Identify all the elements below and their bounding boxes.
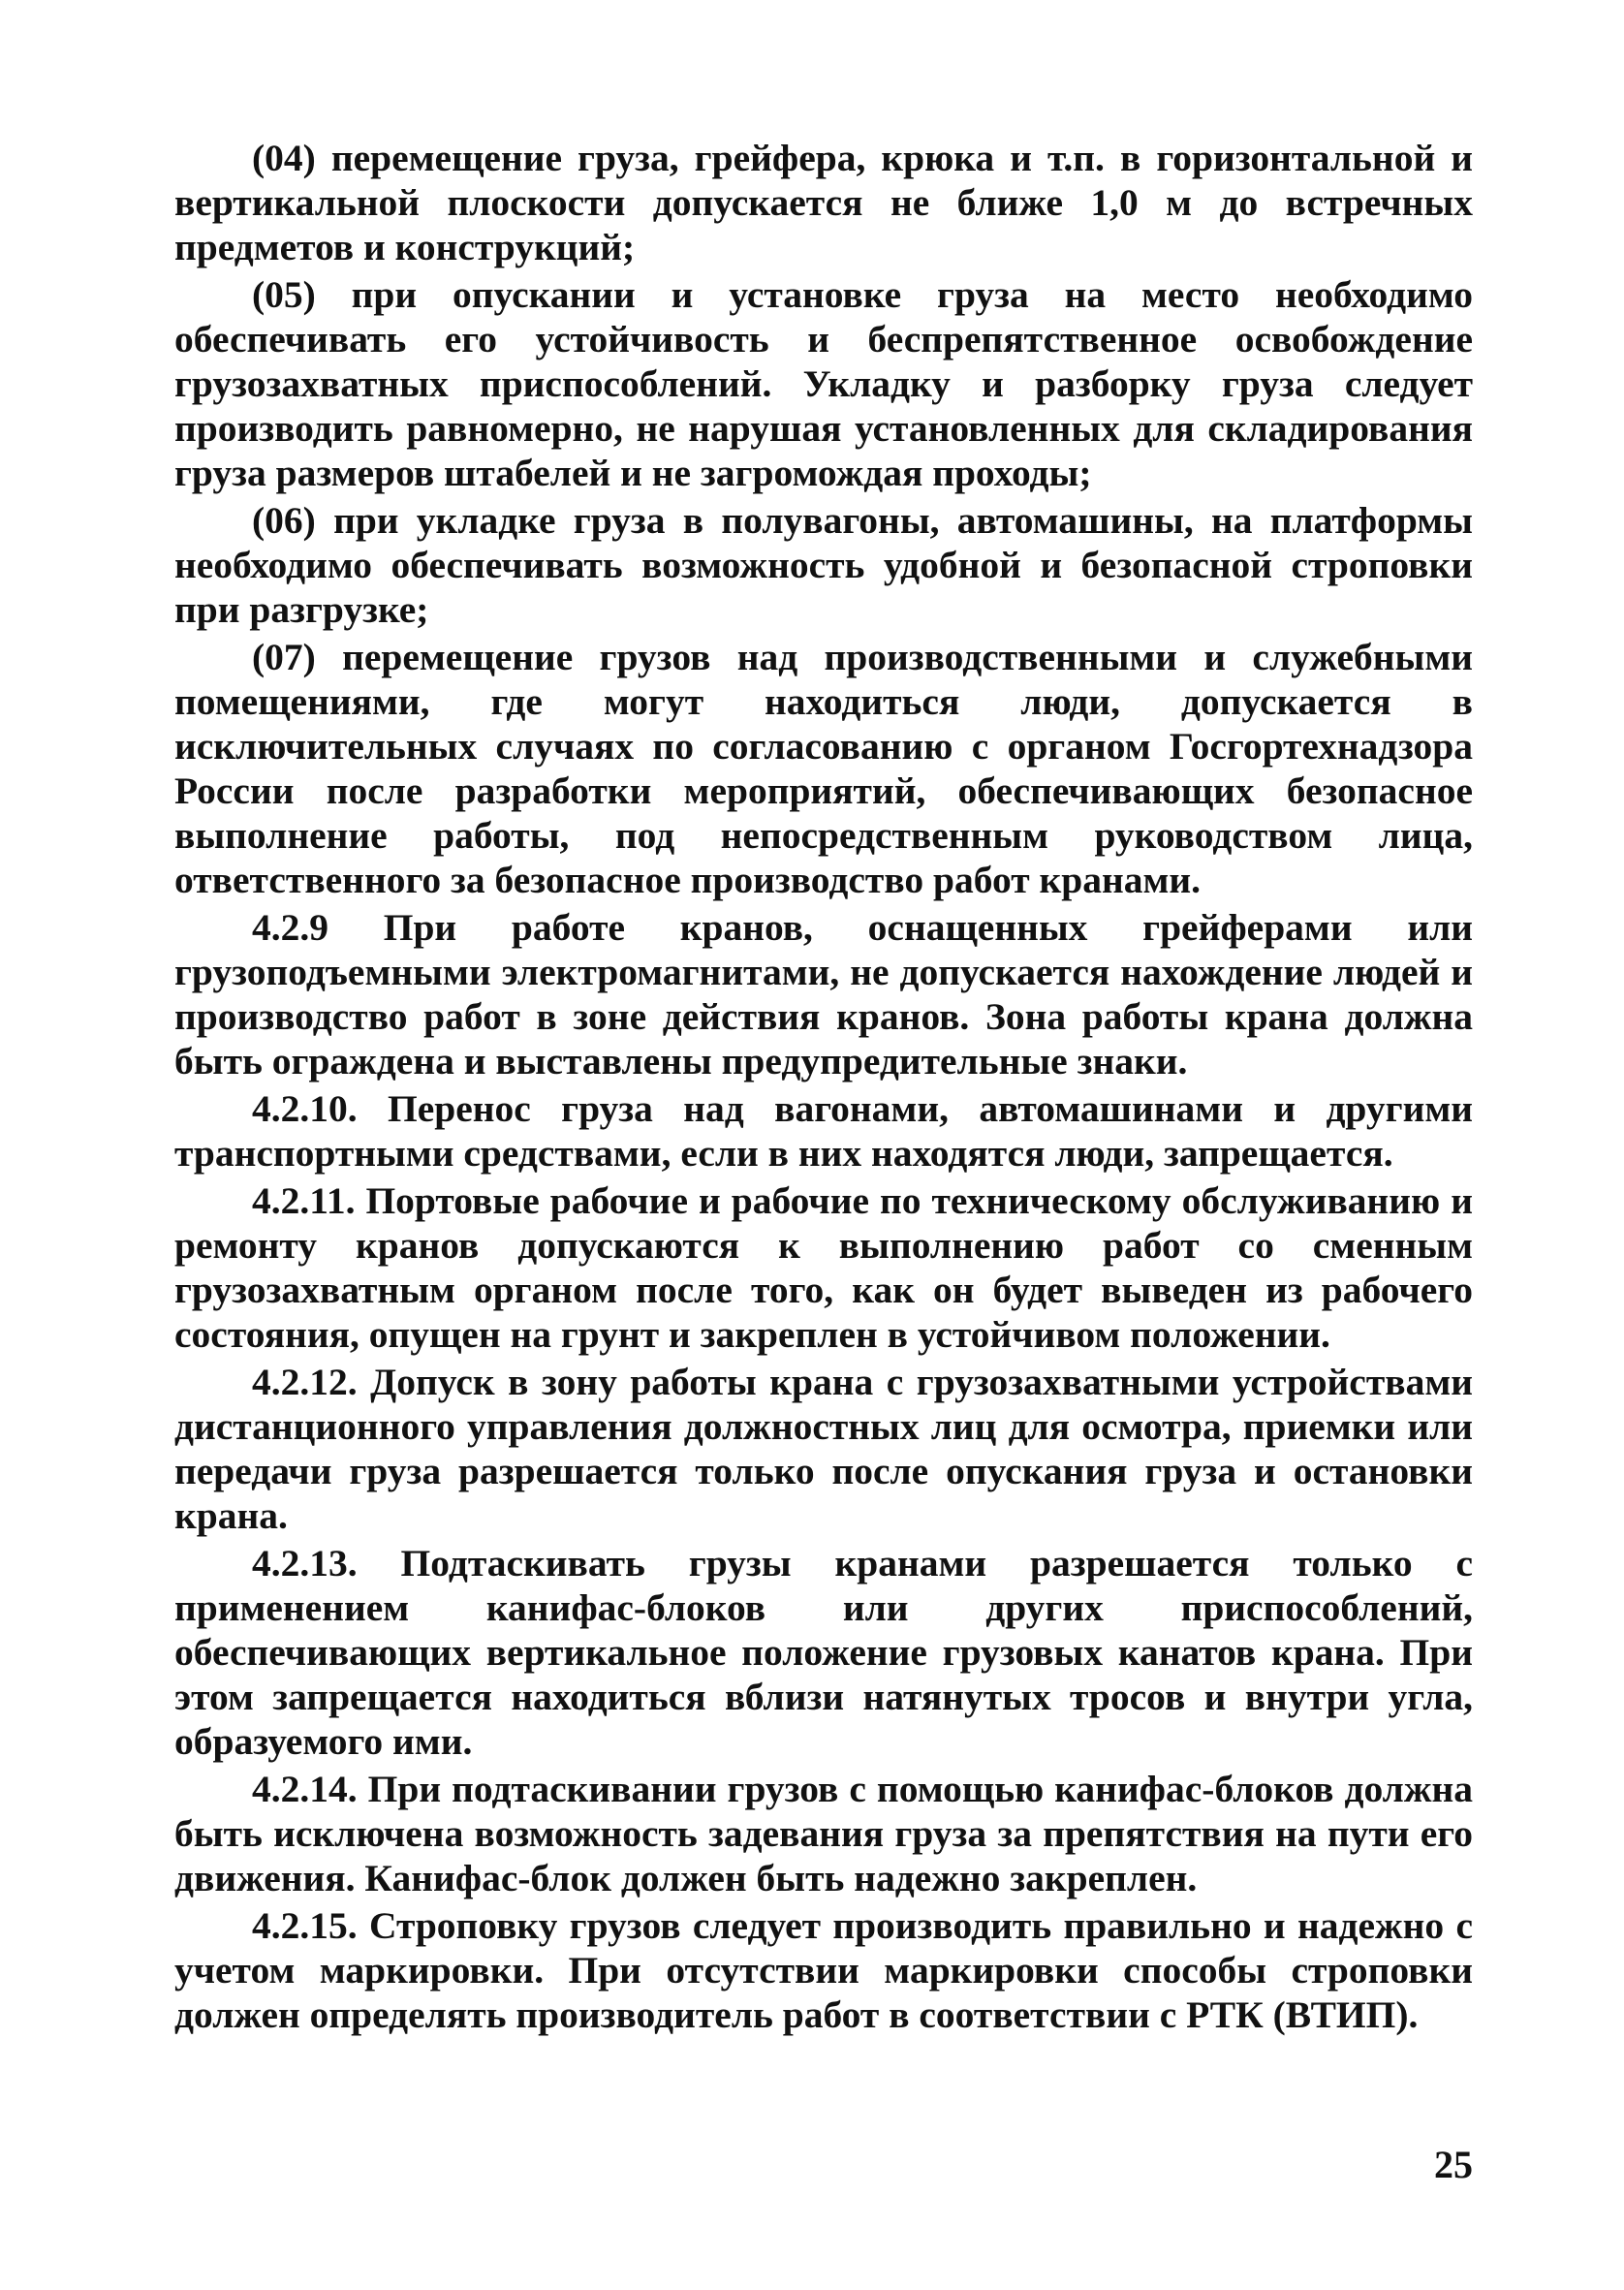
section-4-2-12: 4.2.12. Допуск в зону работы крана с грузозахватными устройствами дистанционного управления должностных лиц для осмотра, приемки или передачи груза разрешается только после опускания груза и остановки крана. (174, 1361, 1473, 1537)
page-number: 25 (1434, 2143, 1473, 2186)
paragraph-04: (04) перемещение груза, грейфера, крюка и т.п. в горизонтальной и вертикальной плоскости допускается не ближе 1,0 м до встречных предметов и конструкций; (174, 137, 1473, 268)
paragraph-05: (05) при опускании и установке груза на место необходимо обеспечивать его устойчивость и беспрепятственное освобождение грузозахватных приспособлений. Укладку и разборку груза следует производить равномерно, не нарушая установленных для складирования груза размеров штабелей и не загромождая проходы; (174, 273, 1473, 494)
paragraph-06: (06) при укладке груза в полувагоны, автомашины, на платформы необходимо обеспечивать возможность удобной и безопасной строповки при разгрузке; (174, 499, 1473, 631)
section-4-2-15: 4.2.15. Строповку грузов следует производить правильно и надежно с учетом маркировки. При отсутствии маркировки способы строповки должен определять производитель работ в соответствии с РТК (ВТИП). (174, 1904, 1473, 2036)
section-4-2-14: 4.2.14. При подтаскивании грузов с помощью канифас-блоков должна быть исключена возможность задевания груза за препятствия на пути его движения. Канифас-блок должен быть надежно закреплен. (174, 1768, 1473, 1899)
document-body (174, 136, 1473, 2037)
section-4-2-13: 4.2.13. Подтаскивать грузы кранами разрешается только с применением канифас-блоков или других приспособлений, обеспечивающих вертикальное положение грузовых канатов крана. При этом запрещается находиться вблизи натянутых тросов и внутри угла, образуемого ими. (174, 1542, 1473, 1763)
section-4-2-11: 4.2.11. Портовые рабочие и рабочие по техническому обслуживанию и ремонту кранов допускаются к выполнению работ со сменным грузозахватным органом после того, как он будет выведен из рабочего состояния, опущен на грунт и закреплен в устойчивом положении. (174, 1179, 1473, 1356)
section-4-2-10: 4.2.10. Перенос груза над вагонами, автомашинами и другими транспортными средствами, если в них находятся люди, запрещается. (174, 1087, 1473, 1175)
paragraph-07: (07) перемещение грузов над производственными и служебными помещениями, где могут находиться люди, допускается в исключительных случаях по согласованию с органом Госгортехнадзора России после разработки мероприятий, обеспечивающих безопасное выполнение работы, под непосредственным руководством лица, ответственного за безопасное производство работ кранами. (174, 636, 1473, 901)
section-4-2-9: 4.2.9 При работе кранов, оснащенных грейферами или грузоподъемными электромагнитами, не допускается нахождение людей и производство работ в зоне действия кранов. Зона работы крана должна быть ограждена и выставлены предупредительные знаки. (174, 906, 1473, 1082)
